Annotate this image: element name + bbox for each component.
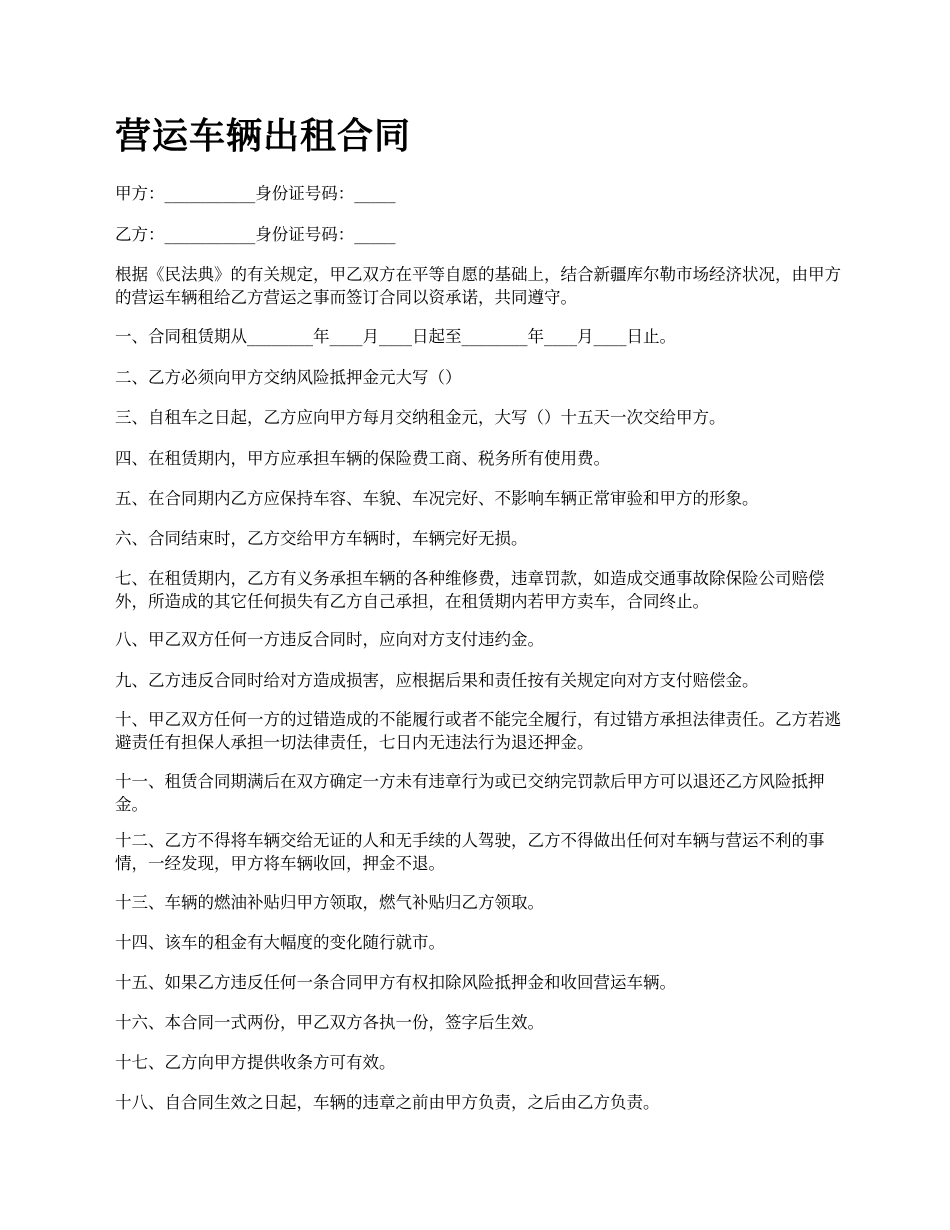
clause-11: 十一、租赁合同期满后在双方确定一方未有违章行为或已交纳完罚款后甲方可以退还乙方风险抵押金。 (115, 772, 825, 814)
intro-paragraph: 根据《民法典》的有关规定，甲乙双方在平等自愿的基础上，结合新疆库尔勒市场经济状况，由甲方的营运车辆租给乙方营运之事而签订合同以资承诺，共同遵守。 (115, 265, 841, 307)
party-a-line: 甲方：___________身份证号码：_____ (115, 184, 396, 203)
clause-14: 十四、该车的租金有大幅度的变化随行就市。 (115, 933, 445, 952)
clause-3: 三、自租车之日起，乙方应向甲方每月交纳租金元，大写（）十五天一次交给甲方。 (115, 408, 726, 427)
clause-6: 六、合同结束时，乙方交给甲方车辆时，车辆完好无损。 (115, 529, 528, 548)
clause-12: 十二、乙方不得将车辆交给无证的人和无手续的人驾驶，乙方不得做出任何对车辆与营运不利的事情，一经发现，甲方将车辆收回，押金不退。 (115, 831, 825, 873)
clause-18: 十八、自合同生效之日起，车辆的违章之前由甲方负责，之后由乙方负责。 (115, 1093, 660, 1112)
document-title: 营运车辆出租合同 (115, 115, 412, 157)
clause-15: 十五、如果乙方违反任何一条合同甲方有权扣除风险抵押金和收回营运车辆。 (115, 973, 676, 992)
clause-17: 十七、乙方向甲方提供收条方可有效。 (115, 1053, 396, 1072)
clause-7: 七、在租赁期内，乙方有义务承担车辆的各种维修费，违章罚款，如造成交通事故除保险公司赔偿外，所造成的其它任何损失有乙方自己承担，在租赁期内若甲方卖车，合同终止。 (115, 569, 825, 611)
clause-13: 十三、车辆的燃油补贴归甲方领取，燃气补贴归乙方领取。 (115, 893, 544, 912)
clause-8: 八、甲乙双方任何一方违反合同时，应向对方支付违约金。 (115, 630, 544, 649)
clause-9: 九、乙方违反合同时给对方造成损害，应根据后果和责任按有关规定向对方支付赔偿金。 (115, 671, 759, 690)
clause-1: 一、合同租赁期从________年____月____日起至________年____月____日止。 (115, 327, 676, 346)
clause-5: 五、在合同期内乙方应保持车容、车貌、车况完好、不影响车辆正常审验和甲方的形象。 (115, 489, 759, 508)
clause-16: 十六、本合同一式两份，甲乙双方各执一份，签字后生效。 (115, 1013, 544, 1032)
party-b-line: 乙方：___________身份证号码：_____ (115, 225, 396, 244)
clause-2: 二、乙方必须向甲方交纳风险抵押金元大写（） (115, 368, 462, 387)
clause-10: 十、甲乙双方任何一方的过错造成的不能履行或者不能完全履行，有过错方承担法律责任。乙方若逃避责任有担保人承担一切法律责任，七日内无违法行为退还押金。 (115, 710, 841, 752)
clause-4: 四、在租赁期内，甲方应承担车辆的保险费工商、税务所有使用费。 (115, 449, 610, 468)
